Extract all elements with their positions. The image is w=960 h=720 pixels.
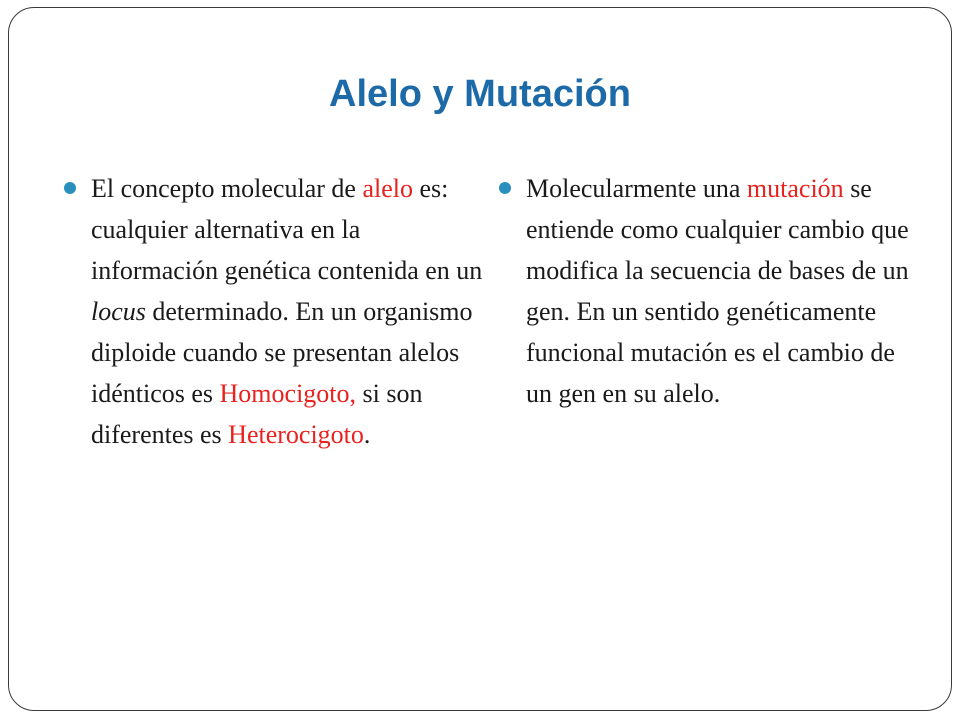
- bullet-mutacion-text: Molecularmente una mutación se entiende como cualquier cambio que modifica la secuencia de bases de un gen. En un sentido genéticamente funcional mutación es el cambio de un gen en su alelo.: [526, 174, 909, 408]
- bullet-dot-icon: [499, 182, 511, 194]
- bullet-mutacion: [499, 168, 919, 414]
- term-alelo: alelo: [362, 174, 413, 203]
- term-mutacion: mutación: [746, 174, 844, 203]
- term-homocigoto: Homocigoto,: [219, 379, 357, 408]
- term-locus: locus: [91, 297, 146, 326]
- bullet-alelo-text: El concepto molecular de alelo es: cualquier alternativa en la información genética contenida en un locus determinado. En un organismo diploide cuando se presentan alelos idénticos es Homocigoto, si son diferentes es Heterocigoto.: [91, 174, 483, 449]
- slide-title: Alelo y Mutación: [329, 73, 631, 115]
- bullet-dot-icon: [64, 182, 76, 194]
- bullet-alelo: [64, 168, 484, 455]
- term-heterocigoto: Heterocigoto: [228, 420, 364, 449]
